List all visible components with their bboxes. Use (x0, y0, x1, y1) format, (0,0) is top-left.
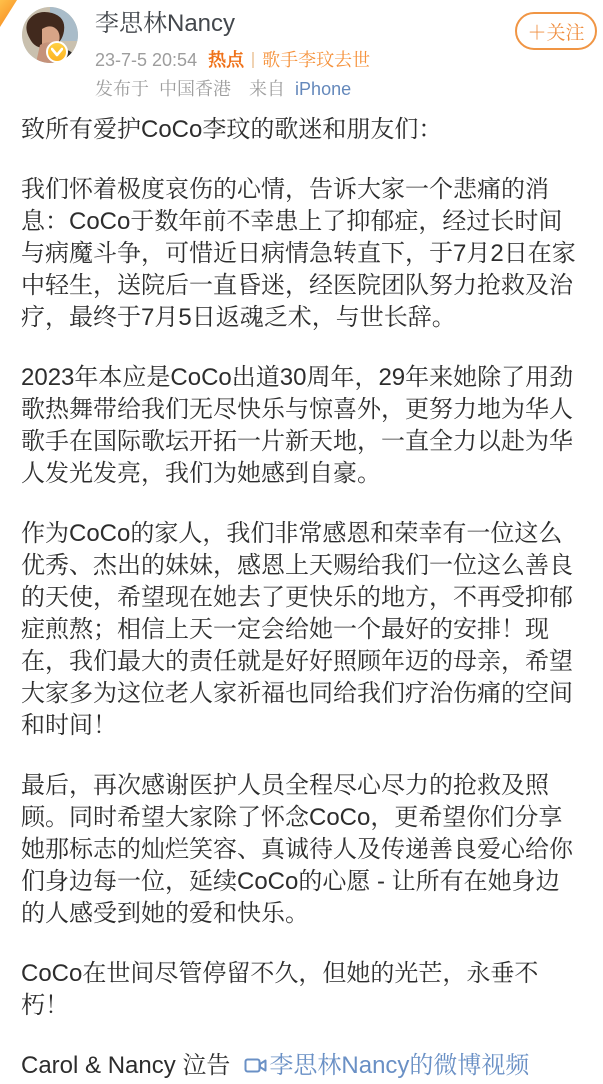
username[interactable]: 李思林Nancy (95, 10, 236, 37)
video-link[interactable] (244, 1052, 529, 1079)
post-body (0, 102, 603, 1084)
video-link-label: 李思林Nancy的微博视频 (269, 1052, 530, 1079)
meta-divider (252, 52, 254, 68)
post-header (0, 0, 603, 102)
follow-button[interactable]: ＋关注 (515, 12, 597, 50)
signature-line (21, 1050, 583, 1084)
source-prefix: 来自 (249, 79, 286, 99)
topic-link[interactable]: 歌手李玟去世 (262, 50, 371, 70)
post-paragraph: 致所有爱护CoCo李玟的歌迷和朋友们： (21, 116, 443, 143)
publish-location: 中国香港 (159, 79, 232, 99)
publish-source-line (95, 78, 351, 100)
post-paragraph: 作为CoCo的家人，我们非常感恩和荣幸有一位这么优秀、杰出的妹妹，感恩上天赐给我们一位这么善良的天使，希望现在她去了更快乐的地方，不再受抑郁症煎熬；相信上天一定会给她一个最好的安排！现在，我们最大的责任就是好好照顾年迈的母亲，希望大家多为这位老人家祈福也同给我们疗治伤痛的空间和时间！ (21, 520, 573, 739)
post-meta-line (95, 49, 370, 71)
hot-badge[interactable]: 热点 (208, 50, 245, 70)
timestamp: 23-7-5 20:54 (95, 50, 198, 70)
video-camera-icon (244, 1052, 267, 1084)
post-paragraph: 最后，再次感谢医护人员全程尽心尽力的抢救及照顾。同时希望大家除了怀念CoCo，更希望你们分享她那标志的灿烂笑容、真诚待人及传递善良爱心给你们身边每一位，延续CoCo的心愿 - 让所有在她身边的人感受到她的爱和快乐。 (21, 772, 573, 927)
post-paragraph: CoCo在世间尽管停留不久，但她的光芒，永垂不朽！ (21, 960, 539, 1019)
post-paragraph: 2023年本应是CoCo出道30周年，29年来她除了用劲歌热舞带给我们无尽快乐与惊喜外，更努力地为华人歌手在国际歌坛开拓一片新天地，一直全力以赴为华人发光发亮，我们为她感到自豪。 (21, 364, 574, 487)
publish-prefix: 发布于 (95, 79, 149, 99)
source-link[interactable]: iPhone (295, 79, 352, 99)
post-paragraph: 我们怀着极度哀伤的心情，告诉大家一个悲痛的消息：CoCo于数年前不幸患上了抑郁症，经过长时间与病魔斗争，可惜近日病情急转直下，于7月2日在家中轻生，送院后一直昏迷，经医院团队努力抢救及治疗，最终于7月5日返魂乏术，与世长辞。 (21, 176, 576, 331)
verified-badge-icon (46, 41, 68, 63)
signature: Carol & Nancy 泣告 (21, 1052, 231, 1079)
